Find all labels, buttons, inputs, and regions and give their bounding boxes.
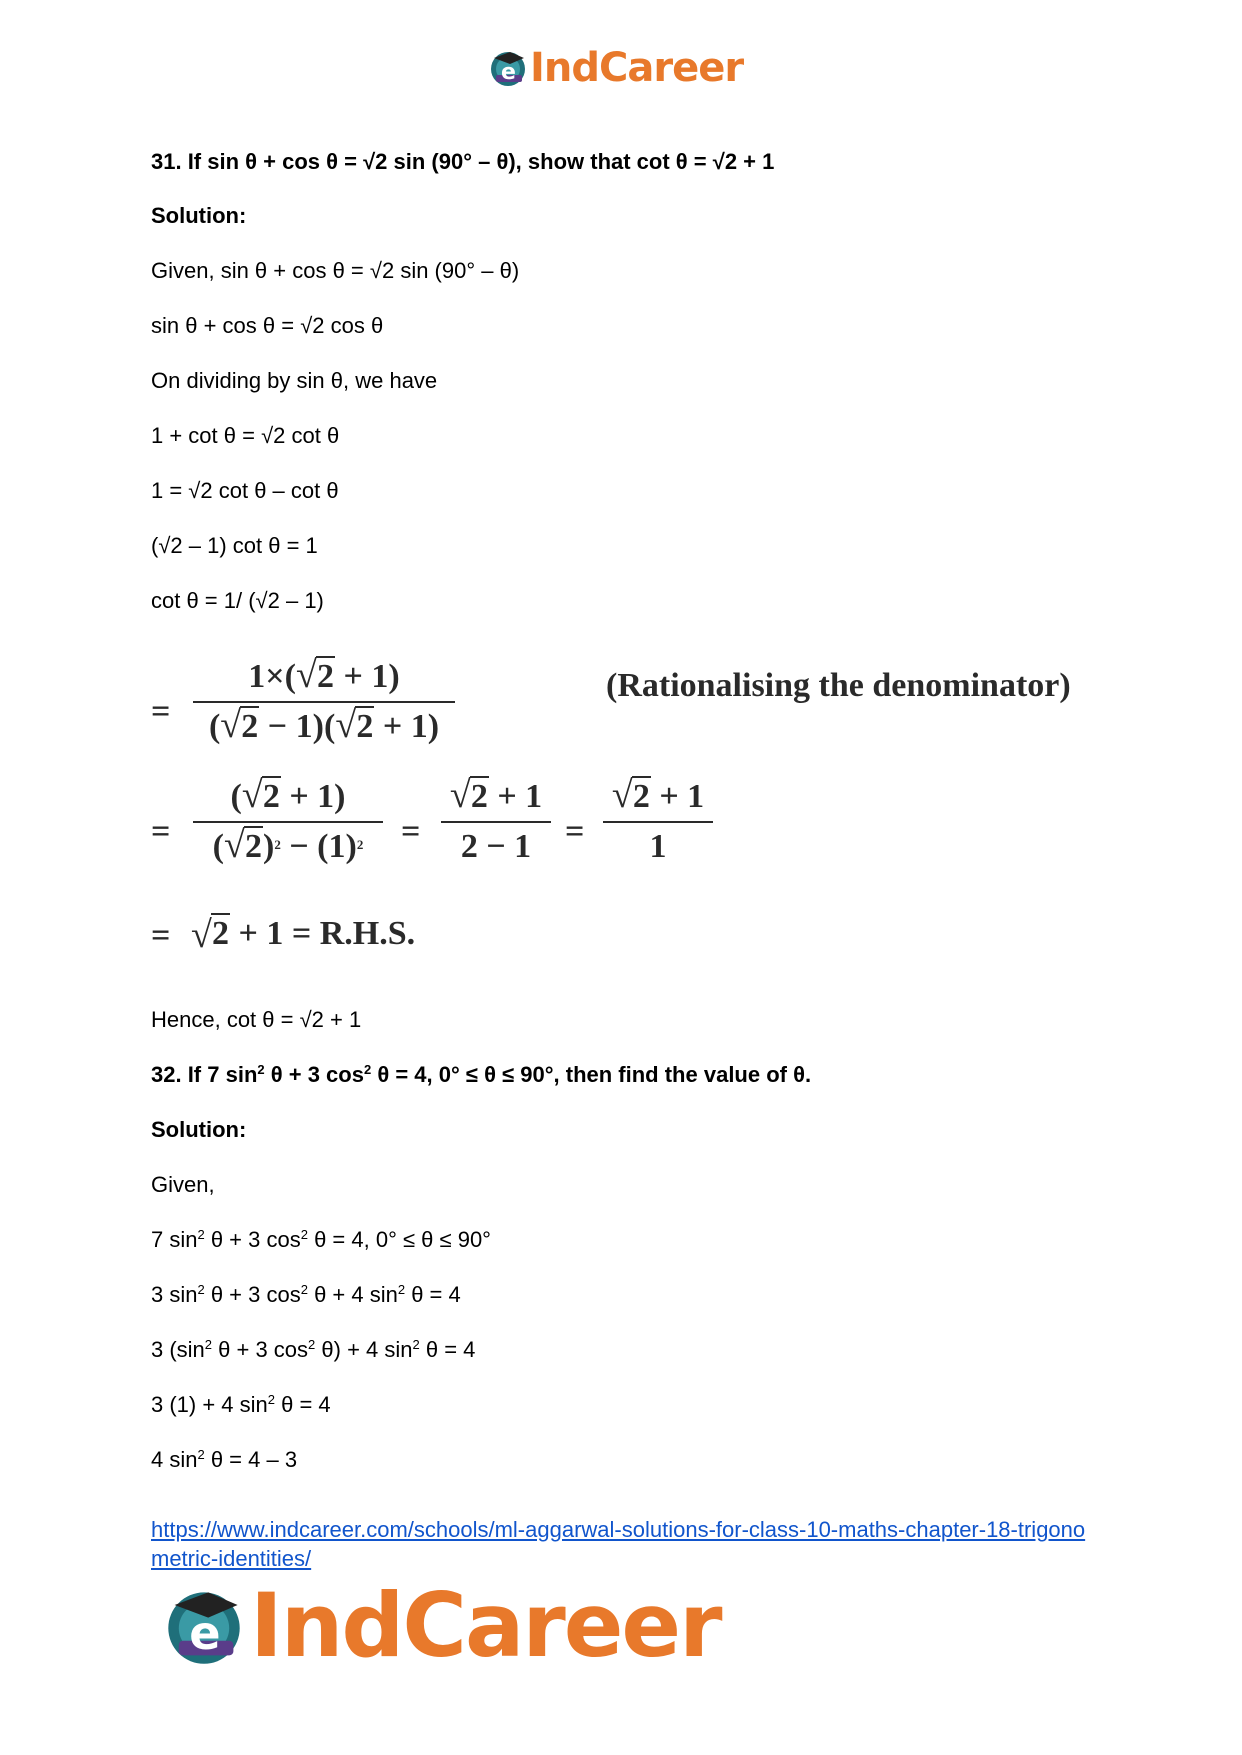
- svg-text:e: e: [189, 1606, 221, 1661]
- q31-step: cot θ = 1/ (√2 – 1): [151, 588, 324, 613]
- q32-title: 32. If 7 $\sin^2 \theta + 3$ $\cos^2 \theta = 4$, 0° ≤ θ ≤ 90°, then find the value of θ.: [151, 1062, 812, 1087]
- fraction-4: [603, 775, 713, 869]
- equals-sign: =: [151, 917, 171, 954]
- q32-step: 3 (1) + 4 $\sin^2 \theta = 4$: [151, 1392, 331, 1417]
- equals-sign: =: [401, 813, 421, 850]
- equals-sign: =: [565, 813, 585, 850]
- q31-solution-label: Solution:: [151, 203, 247, 228]
- fraction-4-numerator: √ 2 + 1: [611, 774, 705, 816]
- q32-step: 4 $\sin^2 \theta = 4 - 3$: [151, 1447, 298, 1472]
- brand-wordmark: IndCareer: [530, 45, 744, 91]
- q31-conclusion: Hence, cot θ = √2 + 1: [151, 1007, 362, 1032]
- fraction-bar: [603, 821, 713, 823]
- q31-step: 1 = √2 cot θ – cot θ: [151, 478, 339, 503]
- fraction-1-denominator: ( √ 2 − 1)( √ 2 + 1): [208, 704, 440, 746]
- q31-step: sin θ + cos θ = √2 cos θ: [151, 313, 384, 338]
- equals-sign: =: [151, 813, 171, 850]
- rationalising-note: (Rationalising the denominator): [606, 667, 1071, 704]
- q32-solution-label: Solution:: [151, 1117, 247, 1142]
- header-logo: [488, 44, 743, 92]
- fraction-1-numerator: 1×( √ 2 + 1): [248, 654, 400, 696]
- q31-step: (√2 – 1) cot θ = 1: [151, 533, 318, 558]
- fraction-3-denominator: 2 − 1: [460, 828, 532, 865]
- fraction-2-numerator: ( √ 2 + 1): [230, 774, 346, 816]
- q32-given: Given,: [151, 1172, 215, 1197]
- fraction-2-denominator: ( √ $2)^2 - (1)^2$: [212, 824, 364, 866]
- fraction-2: [193, 775, 383, 869]
- brand-wordmark: IndCareer: [250, 1574, 721, 1677]
- q32-step: 7 $\sin^2 \theta + 3$ $\cos^2 \theta = 4$, 0° ≤ θ ≤ 90°: [151, 1227, 491, 1252]
- fraction-bar: [441, 821, 551, 823]
- fraction-1: [193, 655, 455, 749]
- q32-step: 3 ($\sin^2$ θ + 3 $\cos^2 \theta) + 4$ $\sin^2 \theta = 4$: [151, 1337, 476, 1362]
- q31-step: Given, sin θ + cos θ = √2 sin (90° – θ): [151, 258, 520, 283]
- q31-step: On dividing by sin θ, we have: [151, 368, 438, 393]
- svg-text:e: e: [501, 60, 516, 85]
- footer-logo: [162, 1574, 721, 1677]
- rhs-result: √ 2 + 1 = R.H.S.: [191, 914, 416, 956]
- equals-sign: =: [151, 693, 171, 730]
- q31-step: 1 + cot θ = √2 cot θ: [151, 423, 340, 448]
- q31-title: 31. If sin θ + cos θ = √2 sin (90° – θ), show that cot θ = √2 + 1: [151, 149, 775, 174]
- indcareer-logo-icon: [488, 48, 528, 88]
- fraction-4-denominator: 1: [649, 828, 667, 865]
- rationalisation-equations: [151, 655, 1101, 975]
- fraction-3: [441, 775, 551, 869]
- source-link[interactable]: https://www.indcareer.com/schools/ml-aggarwal-solutions-for-class-10-maths-chapter-18-trigonometric-identities/: [151, 1517, 1086, 1571]
- indcareer-logo-icon: [162, 1584, 246, 1668]
- fraction-bar: [193, 821, 383, 823]
- fraction-3-numerator: √ 2 + 1: [449, 774, 543, 816]
- q32-step: 3 $\sin^2 \theta + 3$ $\cos^2 \theta + 4$ $\sin^2 \theta = 4$: [151, 1282, 461, 1307]
